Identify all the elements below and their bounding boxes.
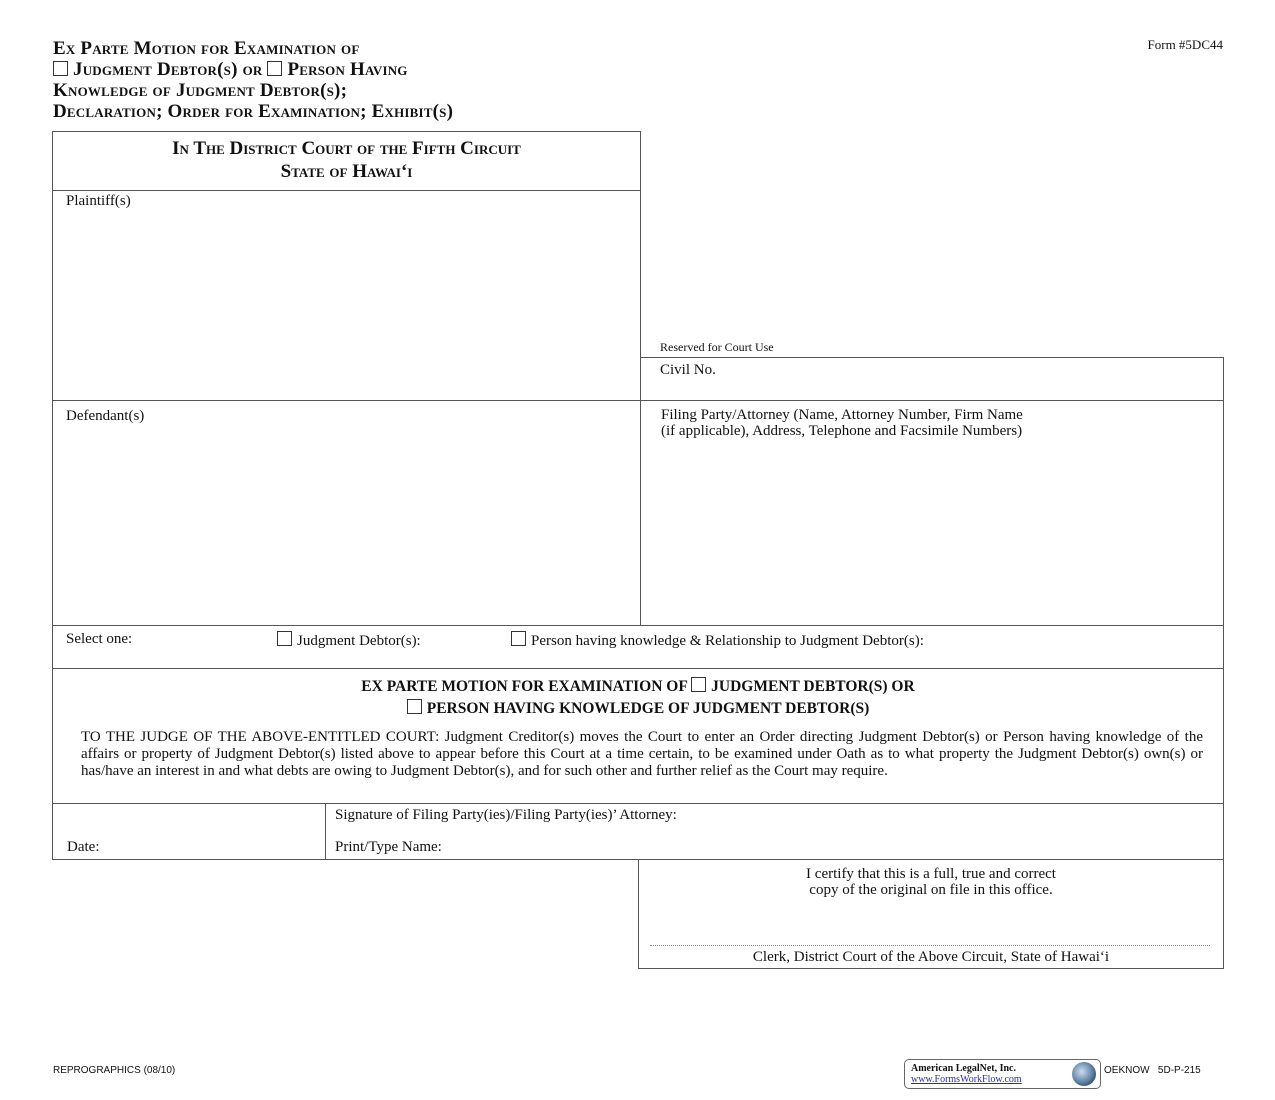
motion-heading-option: JUDGMENT DEBTOR(S) OR (711, 678, 915, 695)
plaintiff-label: Plaintiff(s) (66, 193, 131, 209)
form-code (1104, 1065, 1201, 1076)
motion-heading-2 (52, 699, 1224, 718)
judgment-debtor-option-label: Judgment Debtor(s): (297, 633, 421, 649)
filing-party-line: (if applicable), Address, Telephone and Facsimile Numbers) (661, 423, 1023, 439)
title-line: Ex Parte Motion for Examination of (53, 38, 360, 59)
reprographics-label: REPROGRAPHICS (08/10) (53, 1065, 176, 1076)
code: 5D-P-215 (1157, 1065, 1201, 1076)
code: OEKNOW (1104, 1065, 1150, 1076)
globe-logo-icon (1072, 1062, 1096, 1086)
title-line: Knowledge of Judgment Debtor(s); (53, 80, 348, 101)
civil-no-label: Civil No. (660, 362, 716, 378)
clerk-signature-line (650, 945, 1210, 946)
judgment-debtor-title-checkbox[interactable] (53, 61, 68, 76)
date-label: Date: (67, 839, 100, 855)
court-line: In The District Court of the Fifth Circuit (172, 138, 521, 159)
motion-heading-option: PERSON HAVING KNOWLEDGE OF JUDGMENT DEBTOR(S) (426, 700, 870, 717)
defendant-field[interactable] (60, 430, 630, 620)
vendor-badge (904, 1059, 1101, 1089)
filing-party-field[interactable] (650, 445, 1215, 620)
motion-person-having-checkbox[interactable] (407, 699, 422, 714)
person-having-knowledge-option-label: Person having knowledge & Relationship to Judgment Debtor(s): (531, 633, 924, 649)
motion-body: TO THE JUDGE OF THE ABOVE-ENTITLED COURT: Judgment Creditor(s) moves the Court to enter an Order directing Judgment Debtor(s) or Person having knowledge of the affairs or property of Judgment Debtor(s) listed above to appear before this Court at a time certain, to be examined under Oath as to what property the Judgment Debtor(s) own(s) or has/have an interest in and what debts are owing to Judgment Debtor(s), and for such other and further relief as the Court may require. (81, 729, 1203, 779)
certification-text (638, 866, 1224, 898)
select-one-label: Select one: (66, 631, 133, 647)
filing-party-line: Filing Party/Attorney (Name, Attorney Number, Firm Name (661, 407, 1023, 423)
vendor-name: American LegalNet, Inc. (911, 1063, 1016, 1074)
certify-line: copy of the original on file in this office. (809, 882, 1053, 898)
motion-heading (52, 677, 1224, 696)
court-name (52, 137, 641, 183)
signature-label: Signature of Filing Party(ies)/Filing Party(ies)’ Attorney: (335, 807, 677, 823)
print-name-label: Print/Type Name: (335, 839, 442, 855)
court-line: State of Hawai‘i (280, 161, 413, 182)
reserved-label: Reserved for Court Use (660, 340, 774, 354)
title-option: Person Having (287, 59, 408, 80)
plaintiff-field[interactable] (60, 215, 630, 395)
form-number: Form #5DC44 (1147, 37, 1223, 52)
vendor-link[interactable]: www.FormsWorkFlow.com (911, 1074, 1022, 1085)
person-having-title-checkbox[interactable] (267, 61, 282, 76)
title-option: Judgment Debtor(s) or (73, 59, 263, 80)
civil-no-field[interactable] (640, 357, 1224, 401)
defendant-label: Defendant(s) (66, 408, 145, 424)
person-having-knowledge-checkbox[interactable] (511, 631, 526, 646)
filing-party-label (661, 407, 1023, 439)
motion-judgment-debtor-checkbox[interactable] (691, 677, 706, 692)
clerk-label: Clerk, District Court of the Above Circuit, State of Hawai‘i (752, 949, 1110, 965)
title-line: Declaration; Order for Examination; Exhibit(s) (53, 101, 454, 122)
form-title (53, 38, 453, 122)
certify-line: I certify that this is a full, true and correct (806, 866, 1056, 882)
motion-heading-text: EX PARTE MOTION FOR EXAMINATION OF (361, 678, 688, 695)
judgment-debtor-checkbox[interactable] (277, 631, 292, 646)
